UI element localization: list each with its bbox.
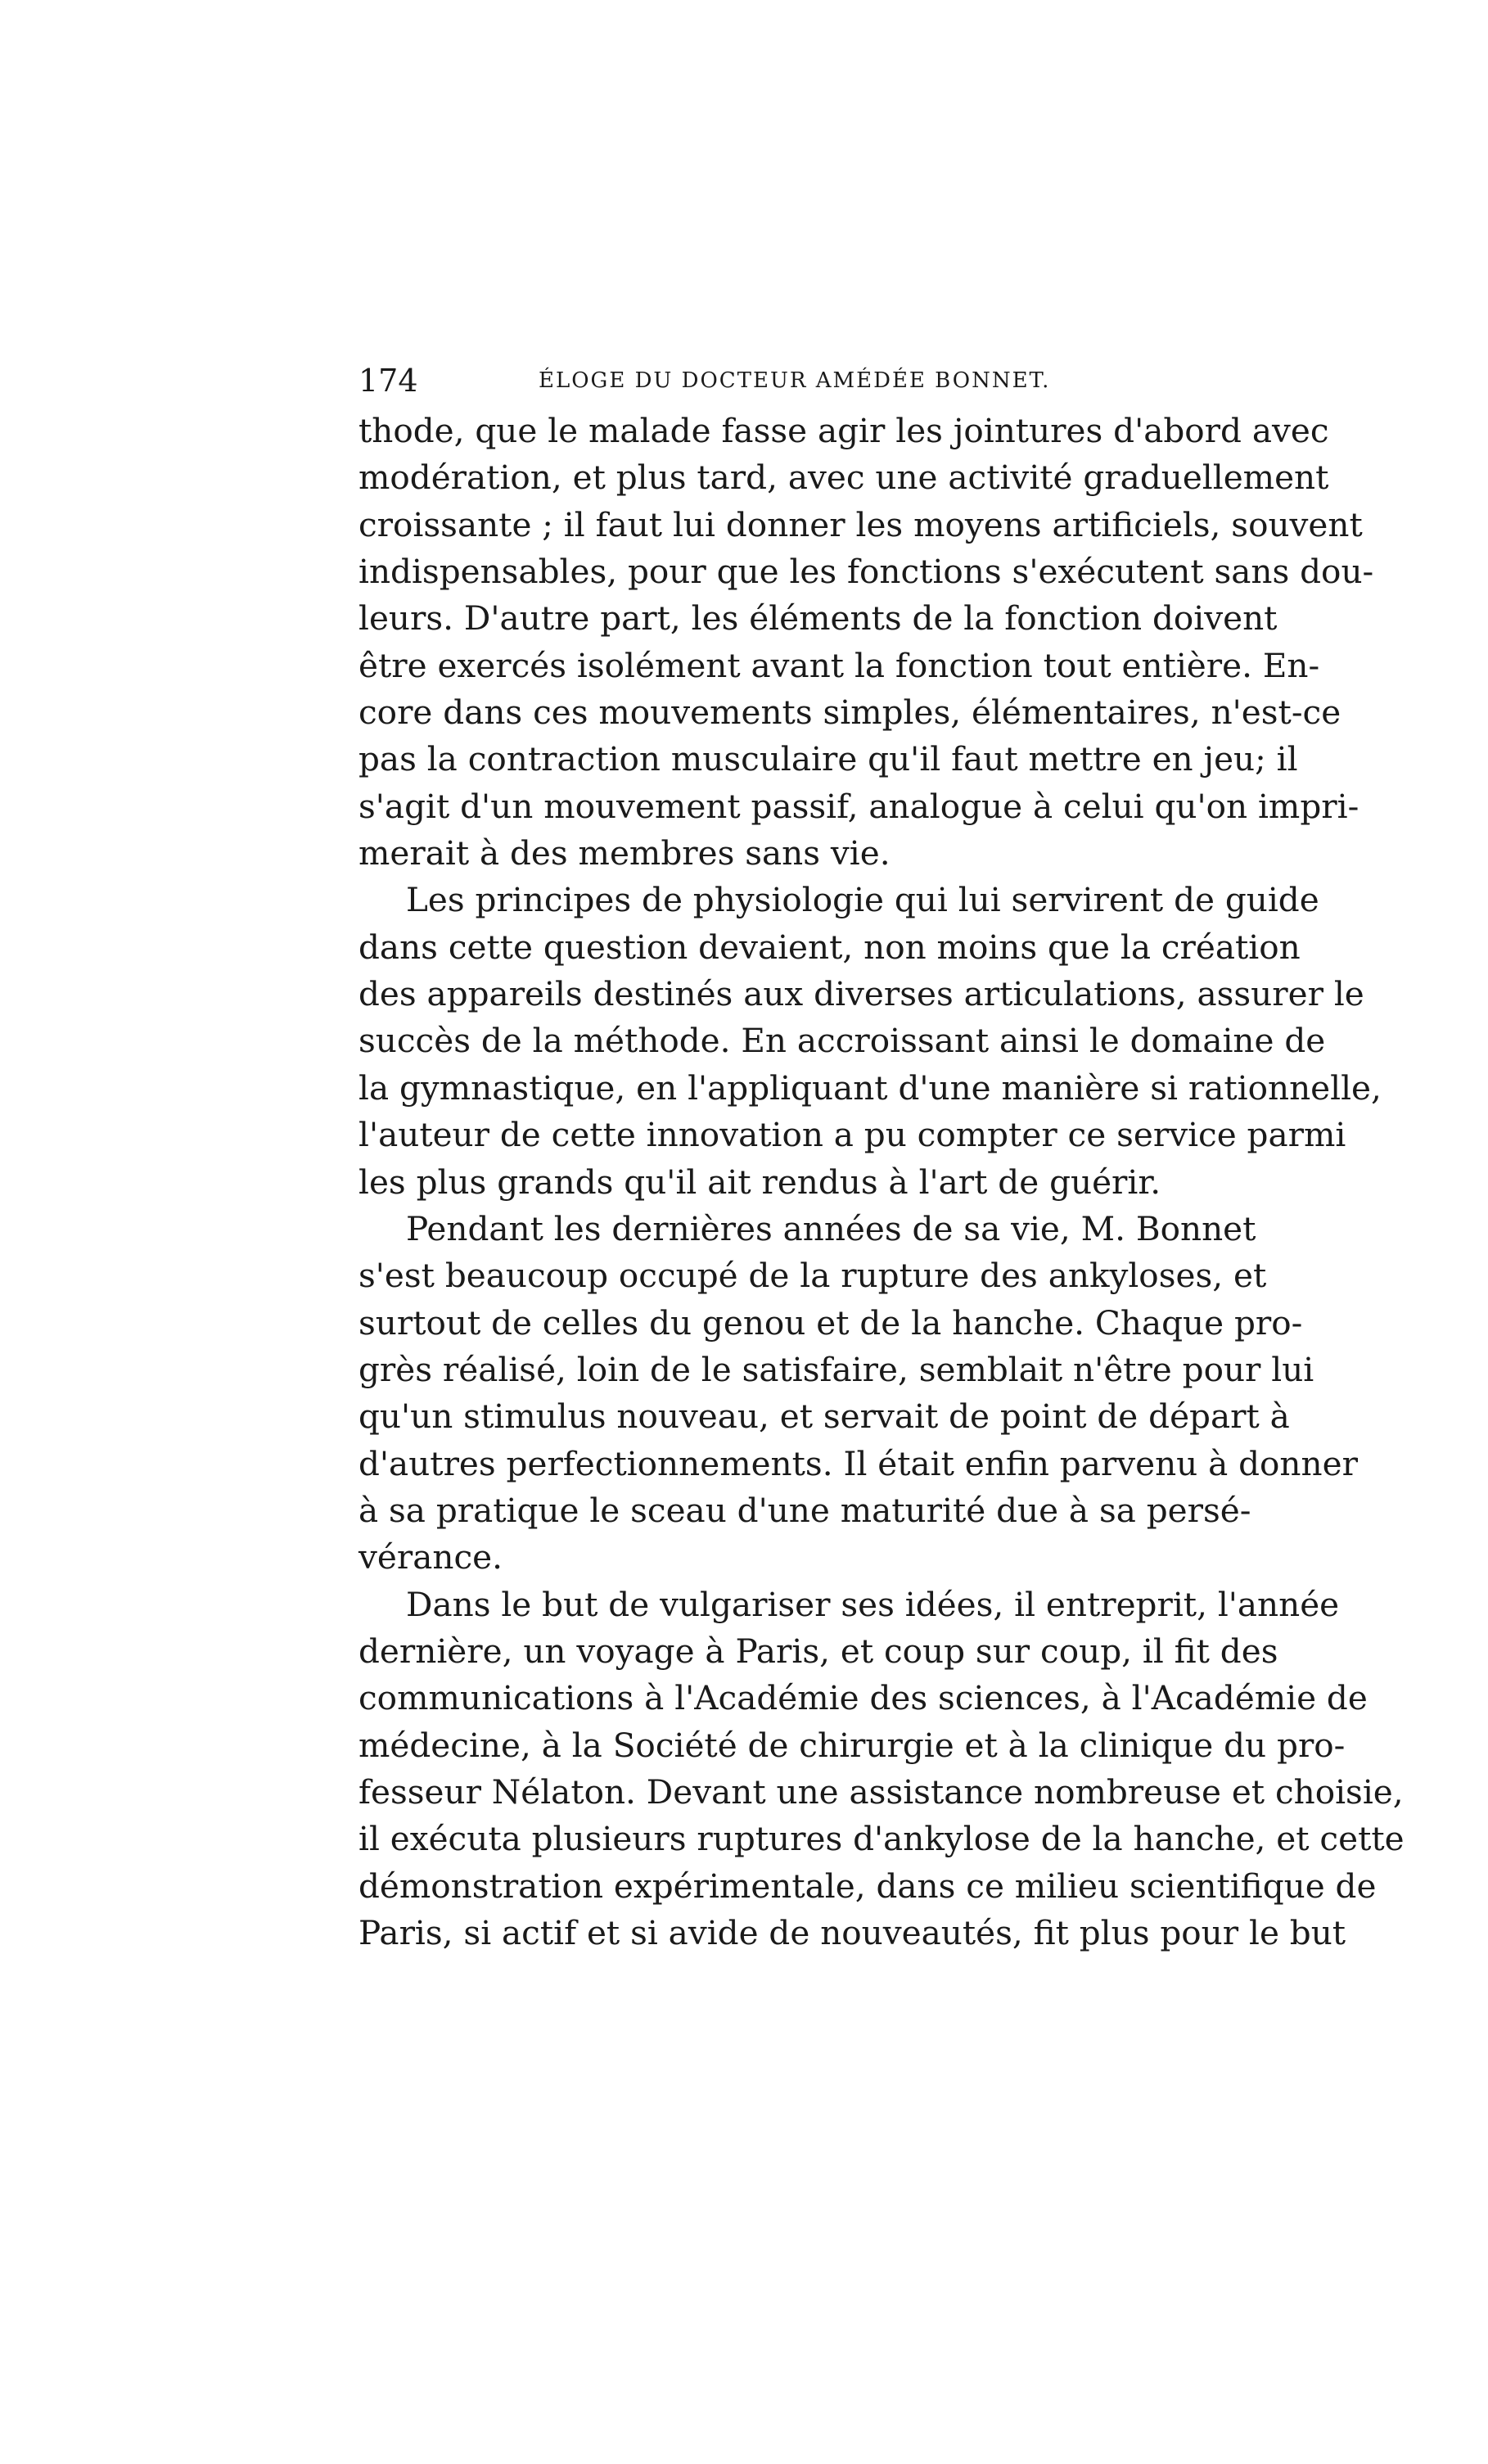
text-line: succès de la méthode. En accroissant ainsi le domaine de xyxy=(358,1021,1326,1061)
text-line: merait à des membres sans vie. xyxy=(358,833,891,873)
text-line: à sa pratique le sceau d'une maturité due à sa persé- xyxy=(358,1490,1251,1530)
text-line: surtout de celles du genou et de la hanche. Chaque pro- xyxy=(358,1302,1303,1343)
page-number: 174 xyxy=(358,363,418,399)
text-line: communications à l'Académie des sciences, à l'Académie de xyxy=(358,1678,1368,1718)
text-line: des appareils destinés aux diverses articulations, assurer le xyxy=(358,974,1364,1014)
text-line: les plus grands qu'il ait rendus à l'art de guérir. xyxy=(358,1162,1161,1202)
text-line: Paris, si actif et si avide de nouveautés, fit plus pour le but xyxy=(358,1913,1346,1952)
running-head xyxy=(358,360,1242,401)
text-line: pas la contraction musculaire qu'il faut mettre en jeu; il xyxy=(358,739,1298,779)
running-title: ÉLOGE DU DOCTEUR AMÉDÉE BONNET. xyxy=(539,368,1051,393)
text-line: vérance. xyxy=(358,1537,503,1577)
text-line: la gymnastique, en l'appliquant d'une manière si rationnelle, xyxy=(358,1067,1382,1108)
text-line: s'agit d'un mouvement passif, analogue à celui qu'on impri- xyxy=(358,786,1359,826)
text-line: dernière, un voyage à Paris, et coup sur coup, il fit des xyxy=(358,1631,1278,1671)
text-line: qu'un stimulus nouveau, et servait de point de départ à xyxy=(358,1397,1290,1437)
text-line: grès réalisé, loin de le satisfaire, semblait n'être pour lui xyxy=(358,1349,1314,1389)
paragraph-start-line: Pendant les dernières années de sa vie, M. Bonnet xyxy=(406,1208,1256,1248)
text-line: core dans ces mouvements simples, élémentaires, n'est-ce xyxy=(358,693,1341,733)
body-text xyxy=(358,408,1405,1956)
text-line: d'autres perfectionnements. Il était enfin parvenu à donner xyxy=(358,1443,1358,1483)
text-line: thode, que le malade fasse agir les jointures d'abord avec xyxy=(358,411,1329,450)
text-line: être exercés isolément avant la fonction tout entière. En- xyxy=(358,645,1320,685)
text-line: s'est beaucoup occupé de la rupture des ankyloses, et xyxy=(358,1256,1267,1296)
text-line: fesseur Nélaton. Devant une assistance nombreuse et choisie, xyxy=(358,1771,1404,1812)
text-line: l'auteur de cette innovation a pu compter ce service parmi xyxy=(358,1115,1346,1155)
text-line: croissante ; il faut lui donner les moyens artificiels, souvent xyxy=(358,504,1363,544)
text-line: leurs. D'autre part, les éléments de la fonction doivent xyxy=(358,598,1278,639)
text-line: médecine, à la Société de chirurgie et à la clinique du pro- xyxy=(358,1725,1346,1765)
paragraph-start-line: Les principes de physiologie qui lui servirent de guide xyxy=(406,880,1319,920)
paragraph-start-line: Dans le but de vulgariser ses idées, il entreprit, l'année xyxy=(406,1584,1340,1624)
text-line: il exécuta plusieurs ruptures d'ankylose de la hanche, et cette xyxy=(358,1819,1405,1859)
text-line: indispensables, pour que les fonctions s'exécutent sans dou- xyxy=(358,552,1374,592)
text-line: modération, et plus tard, avec une activité graduellement xyxy=(358,458,1329,498)
text-line: démonstration expérimentale, dans ce milieu scientifique de xyxy=(358,1866,1377,1906)
text-line: dans cette question devaient, non moins que la création xyxy=(358,927,1301,967)
